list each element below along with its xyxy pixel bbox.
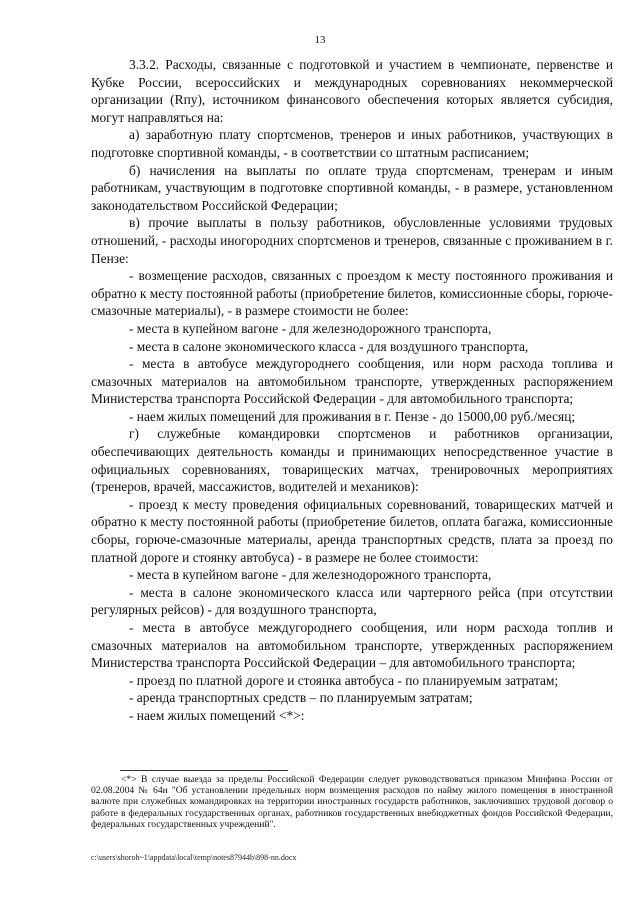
paragraph: в) прочие выплаты в пользу работников, обусловленные условиями трудовых отношений, - расходы иногородних спортсменов и тренеров, связанные с проживанием в г. Пензе:: [91, 215, 613, 266]
paragraph: г) служебные командировки спортсменов и работников организации, обеспечивающих деятельность команды и принимающих непосредственное участие в официальных соревнованиях, товарищеских матчах, тренировочных мероприятиях (тренеров, врачей, массажистов, водителей и механиков):: [91, 426, 613, 495]
paragraph: - наем жилых помещений <*>:: [129, 707, 305, 723]
footnote-rule: [120, 770, 288, 771]
paragraph: - наем жилых помещений для проживания в г. Пензе - до 15000,00 руб./месяц;: [129, 408, 576, 424]
paragraph: - места в купейном вагоне - для железнодорожного транспорта,: [129, 320, 492, 336]
page-number: 13: [314, 34, 326, 46]
paragraph: - проезд по платной дороге и стоянка автобуса - по планируемым затратам;: [129, 672, 559, 688]
paragraph: - места в автобусе междугороднего сообщения, или норм расхода топлива и смазочных материалов на автомобильном транспорте, утвержденных распоряжением Министерства транспорта Российской Федерации - для автомобильного транспорта;: [91, 356, 613, 407]
paragraph: - проезд к месту проведения официальных соревнований, товарищеских матчей и обратно к месту постоянной работы (приобретение билетов, оплата багажа, комиссионные сборы, горюче-смазочные материалы, аренда транспортных средств, плата за проезд по платной дороге и стоянку автобуса) - в размере не более стоимости:: [91, 496, 613, 565]
paragraph: 3.3.2. Расходы, связанные с подготовкой и участием в чемпионате, первенстве и Кубке России, всероссийских и международных соревнованиях некоммерческой организации (Rпу), источником финансового обеспечения которых является субсидия, могут направляться на:: [91, 57, 613, 125]
paragraph: - места в салоне экономического класса или чартерного рейса (при отсутствии регулярных рейсов) - для воздушного транспорта,: [91, 584, 613, 618]
document-body: [91, 56, 613, 725]
paragraph: - аренда транспортных средств – по планируемым затратам;: [129, 690, 473, 706]
paragraph: - места в автобусе междугороднего сообщения, или норм расхода топлив и смазочных материалов на автомобильном транспорте, утвержденных распоряжением Министерства транспорта Российской Федерации – для автомобильного транспорта;: [91, 620, 613, 671]
file-path: c:\users\shoroh~1\appdata\local\temp\notes87944b\898-nn.docx: [91, 853, 297, 862]
paragraph: - возмещение расходов, связанных с проездом к месту постоянного проживания и обратно к месту постоянной работы (приобретение билетов, комиссионные сборы, горюче-смазочные материалы), - в размере стоимости не более:: [91, 268, 613, 319]
paragraph: а) заработную плату спортсменов, тренеров и иных работников, участвующих в подготовке спортивной команды, - в соответствии со штатным расписанием;: [91, 127, 613, 160]
footnote: <*> В случае выезда за пределы Российской Федерации следует руководствоваться приказом Минфина России от 02.08.2004 № 64н "Об установлении предельных норм возмещения расходов по найму жилого помещения в иностранной валюте при служебных командировках на территории иностранных государств работников, заключивших трудовой договор о работе в федеральных государственных органах, работников государственных внебюджетных фондов Российской Федерации, федеральных государственных учреждений".: [91, 774, 613, 830]
paragraph: - места в салоне экономического класса - для воздушного транспорта,: [129, 338, 529, 354]
paragraph: - места в купейном вагоне - для железнодорожного транспорта,: [129, 567, 492, 583]
paragraph: б) начисления на выплаты по оплате труда спортсменам, тренерам и иным работникам, участвующим в подготовке спортивной команды, - в размере, установленном законодательством Российской Федерации;: [91, 162, 613, 213]
